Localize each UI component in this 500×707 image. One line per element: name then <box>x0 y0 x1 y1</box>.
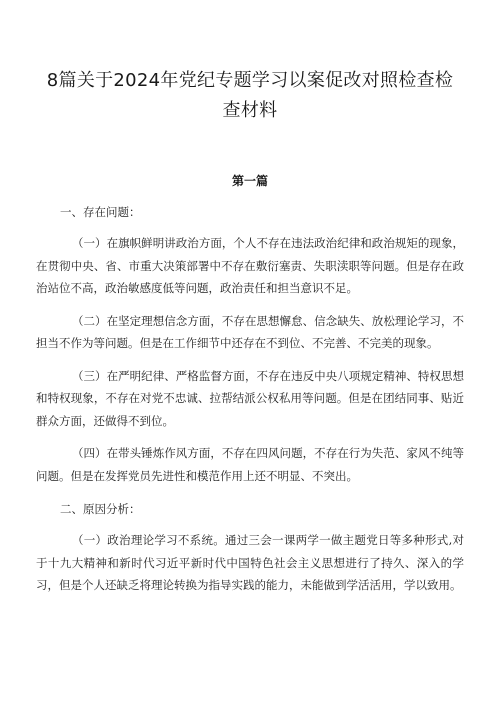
heading-problems: 一、存在问题： <box>60 205 141 219</box>
document-title <box>36 0 464 126</box>
title-line-1: 8篇关于2024年党纪专题学习以案促改对照检查检 <box>46 70 454 91</box>
paragraph-work-style: （四）在带头锤炼作风方面，不存在四风问题，不存在行为失范、家风不纯等问题。但是在发挥党员先进性和模范作用上还不明显、不突出。 <box>36 446 464 483</box>
paragraph-discipline-supervision: （三）在严明纪律、严格监督方面，不存在违反中央八项规定精神、特权思想和特权现象，不存在对党不忠诚、拉帮结派公权私用等问题。但是在团结同事、贴近群众方面，还做得不到位。 <box>36 368 464 428</box>
paragraph-ideals-beliefs: （二）在坚定理想信念方面，不存在思想懈怠、信念缺失、放松理论学习，不担当不作为等问题。但是在工作细节中还存在不到位、不完善、不完美的现象。 <box>36 313 464 350</box>
title-line-2: 查材料 <box>222 100 278 121</box>
paragraph-political-stance: （一）在旗帜鲜明讲政治方面，个人不存在违法政治纪律和政治规矩的现象，在贯彻中央、省、市重大决策部署中不存在敷衍塞责、失职渎职等问题。但是存在政治站位不高，政治敏感度低等问题，政治责任和担当意识不足。 <box>36 236 464 295</box>
heading-cause-analysis: 二、原因分析： <box>60 502 141 516</box>
paragraph-theory-study: （一）政治理论学习不系统。通过三会一课两学一做主题党日等多种形式,对于十九大精神和新时代习近平新时代中国特色社会主义思想进行了持久、深入的学习，但是个人还缺乏将理论转换为指导实践的能力，未能做到学活活用，学以致用。 <box>36 533 464 592</box>
section-title: 第一篇 <box>231 174 268 188</box>
